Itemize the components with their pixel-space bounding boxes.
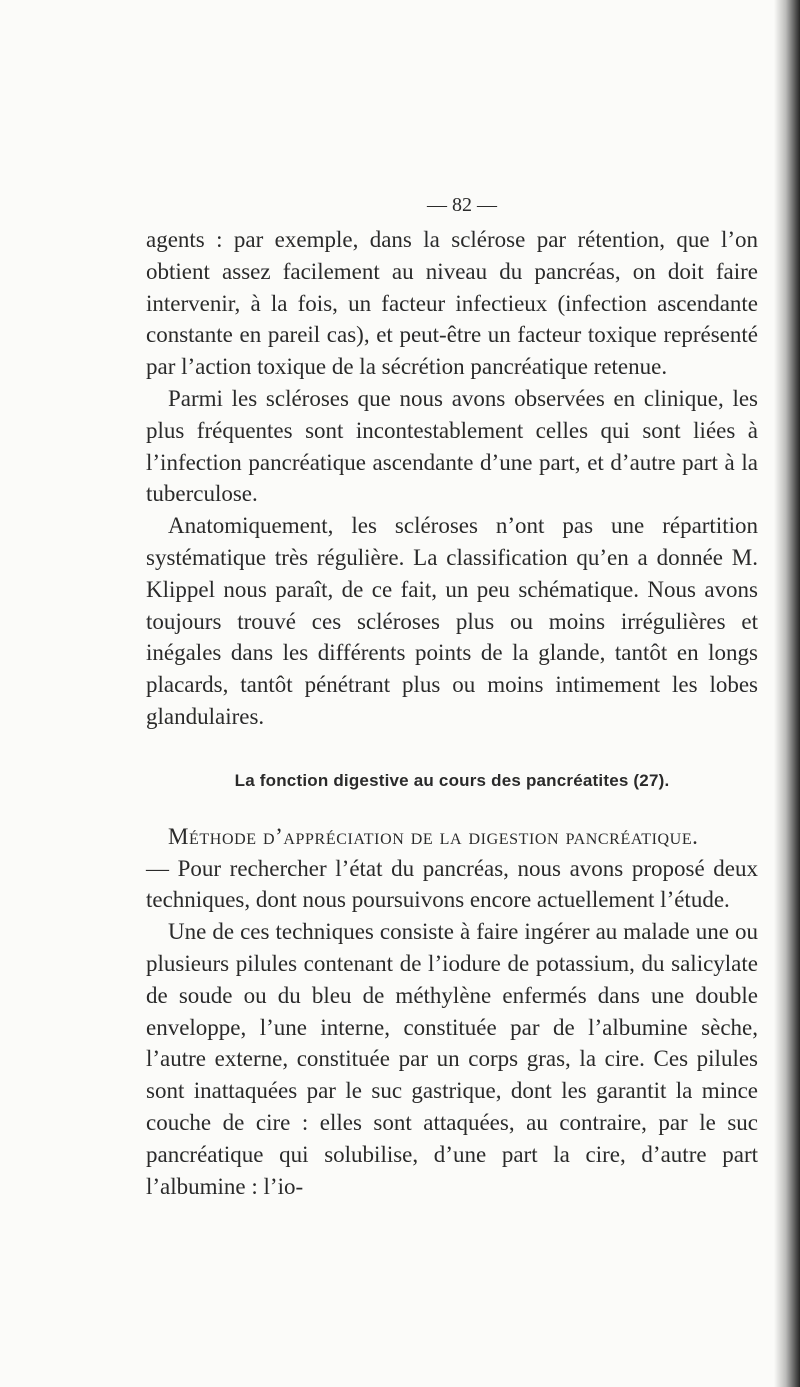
paragraph-3: Anatomiquement, les scléroses n’ont pas une répartition systématique très régulière. La classification qu’en a donnée M. Klippel nous paraît, de ce fait, un peu schématique. Nous avons toujours trouvé ces scléroses plus ou moins irrégulières et inégales dans les différents points de la glande, tantôt en longs placards, tantôt pénétrant plus ou moins intimement les lobes glandulaires. xyxy=(146,513,758,729)
section-heading: La fonction digestive au cours des pancréatites (27). xyxy=(234,770,670,790)
book-page xyxy=(146,190,758,1202)
paragraph-5: Une de ces techniques consiste à faire ingérer au malade une ou plusieurs pilules contenant de l’iodure de potassium, du salicylate de soude ou du bleu de méthylène enfermés dans une double enveloppe, l’une interne, constituée par de l’albumine sèche, l’autre externe, constituée par un corps gras, la cire. Ces pilules sont inattaquées par le suc gastrique, dont les garantit la mince couche de cire : elles sont attaquées, au contraire, par le suc pancréatique qui solubilise, d’une part la cire, d’autre part l’albumine : l’io- xyxy=(146,919,758,1199)
page-edge-shadow xyxy=(774,0,800,1387)
page-number: — 82 — xyxy=(427,194,497,216)
subsection-label: Méthode d’appréciation de la digestion pancréatique. xyxy=(168,823,699,849)
paragraph-2: Parmi les scléroses que nous avons observées en clinique, les plus fréquentes sont incontestablement celles qui sont liées à l’infection pancréatique ascendante d’une part, et d’autre part à la tuberculose. xyxy=(146,385,758,507)
subsection-paragraph xyxy=(146,821,758,916)
paragraph-4: — Pour rechercher l’état du pancréas, nous avons proposé deux techniques, dont nous poursuivons encore actuellement l’étude. xyxy=(146,855,758,913)
paragraph-1: agents : par exemple, dans la sclérose par rétention, que l’on obtient assez facilement au niveau du pancréas, on doit faire intervenir, à la fois, un facteur infectieux (infection ascendante constante en pareil cas), et peut-être un facteur toxique représenté par l’action toxique de la sécrétion pancréatique retenue. xyxy=(146,227,758,380)
